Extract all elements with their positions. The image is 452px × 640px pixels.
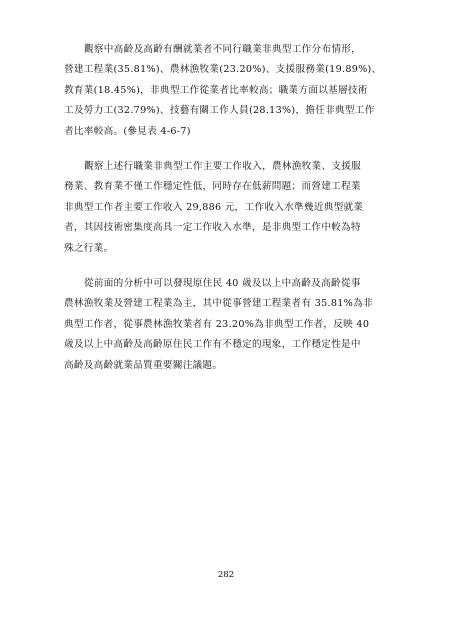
text-line: 者，其因技術密集度高具一定工作收入水準，是非典型工作中較為特 xyxy=(64,222,361,234)
text-line: 從前面的分析中可以發現原住民 40 歲及以上中高齡及高齡從事 xyxy=(84,278,361,290)
text-line: 非典型工作者主要工作收入 29,886 元，工作收入水準幾近典型就業 xyxy=(64,201,364,213)
paragraph-conclusion xyxy=(64,274,397,376)
text-line: 高齡及高齡就業品質重要關注議題。 xyxy=(64,359,223,371)
text-line: 觀察中高齡及高齡有酬就業者不同行職業非典型工作分布情形， xyxy=(84,44,362,55)
page-number: 282 xyxy=(217,570,235,580)
text-line: 者比率較高。(參見表 4-6-7) xyxy=(64,125,191,137)
paragraph-income-analysis xyxy=(64,157,397,259)
text-line: 典型工作者，從事農林漁牧業者有 23.20%為非典型工作者，反映 40 xyxy=(64,318,370,330)
text-line: 工及勞力工(32.79%)、技藝有關工作人員(28.13%)，擔任非典型工作 xyxy=(64,105,375,117)
text-line: 農林漁牧業及營建工程業為主，其中從事營建工程業者有 35.81%為非 xyxy=(64,298,373,310)
body-text xyxy=(64,40,397,391)
text-line: 觀察上述行職業非典型工作主要工作收入，農林漁牧業、支援服 xyxy=(84,161,362,173)
text-line: 營建工程業(35.81%)、農林漁牧業(23.20%)、支援服務業(19.89%)、 xyxy=(64,64,382,76)
text-line: 教育業(18.45%)，非典型工作從業者比率較高；職業方面以基層技術 xyxy=(64,84,368,96)
text-line: 殊之行業。 xyxy=(64,242,114,254)
text-line: 務業、教育業不僅工作穩定性低，同時存在低薪問題；而營建工程業 xyxy=(64,181,361,193)
text-line: 歲及以上中高齡及高齡原住民工作有不穩定的現象，工作穩定性是中 xyxy=(64,339,361,351)
paragraph-occupation-distribution xyxy=(64,40,397,142)
